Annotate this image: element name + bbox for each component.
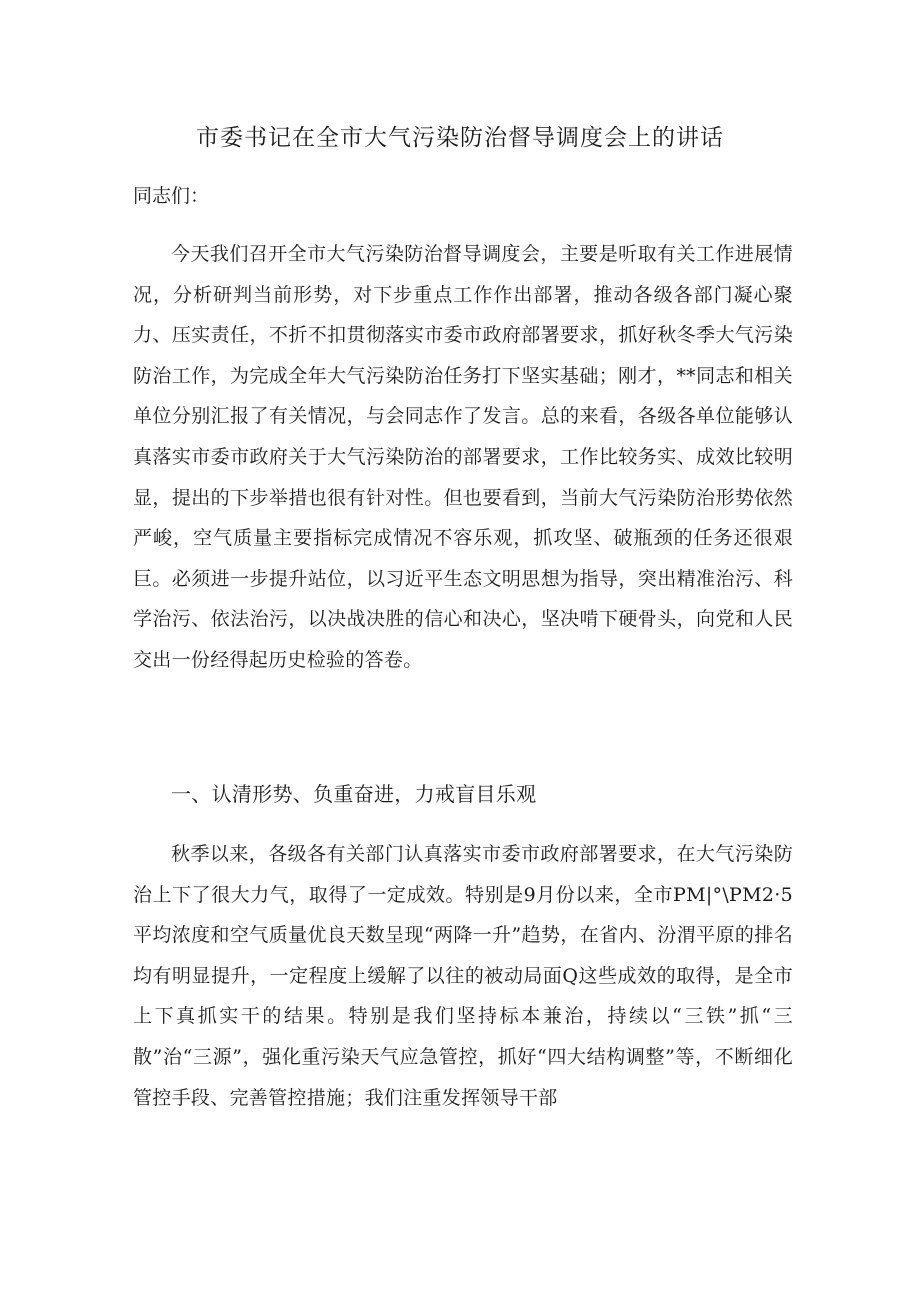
paragraph-intro: 今天我们召开全市大气污染防治督导调度会，主要是听取有关工作进展情况，分析研判当前形势，对下步重点工作作出部署，推动各级各部门凝心聚力、压实责任，不折不扣贯彻落实市委市政府部署要求，抓好秋冬季大气污染防治工作，为完成全年大气污染防治任务打下坚实基础；刚才，**同志和相关单位分别汇报了有关情况，与会同志作了发言。总的来看，各级各单位能够认真落实市委市政府关于大气污染防治的部署要求，工作比较务实、成效比较明显，提出的下步举措也很有针对性。但也要看到，当前大气污染防治形势依然严峻，空气质量主要指标完成情况不容乐观，抓攻坚、破瓶颈的任务还很艰巨。必须进一步提升站位，以习近平生态文明思想为指导，突出精准治污、科学治污、依法治污，以决战决胜的信心和决心，坚决啃下硬骨头，向党和人民交出一份经得起历史检验的答卷。	[133, 243, 793, 671]
document-title: 市委书记在全市大气污染防治督导调度会上的讲话	[196, 125, 724, 151]
salutation: 同志们：	[133, 185, 210, 207]
paragraph-section-1: 秋季以来，各级各有关部门认真落实市委市政府部署要求，在大气污染防治上下了很大力气，取得了一定成效。特别是9月份以来，全市PM|°\PM2·5平均浓度和空气质量优良天数呈现“两降一升”趋势，在省内、汾渭平原的排名均有明显提升，一定程度上缓解了以往的被动局面Q这些成效的取得，是全市上下真抓实干的结果。特别是我们坚持标本兼治，持续以“三铁”抓“三散”治“三源”，强化重污染天气应急管控，抓好“四大结构调整”等，不断细化管控手段、完善管控措施；我们注重发挥领导干部	[133, 843, 793, 1109]
section-heading-1: 一、认清形势、负重奋进，力戒盲目乐观	[171, 782, 537, 806]
